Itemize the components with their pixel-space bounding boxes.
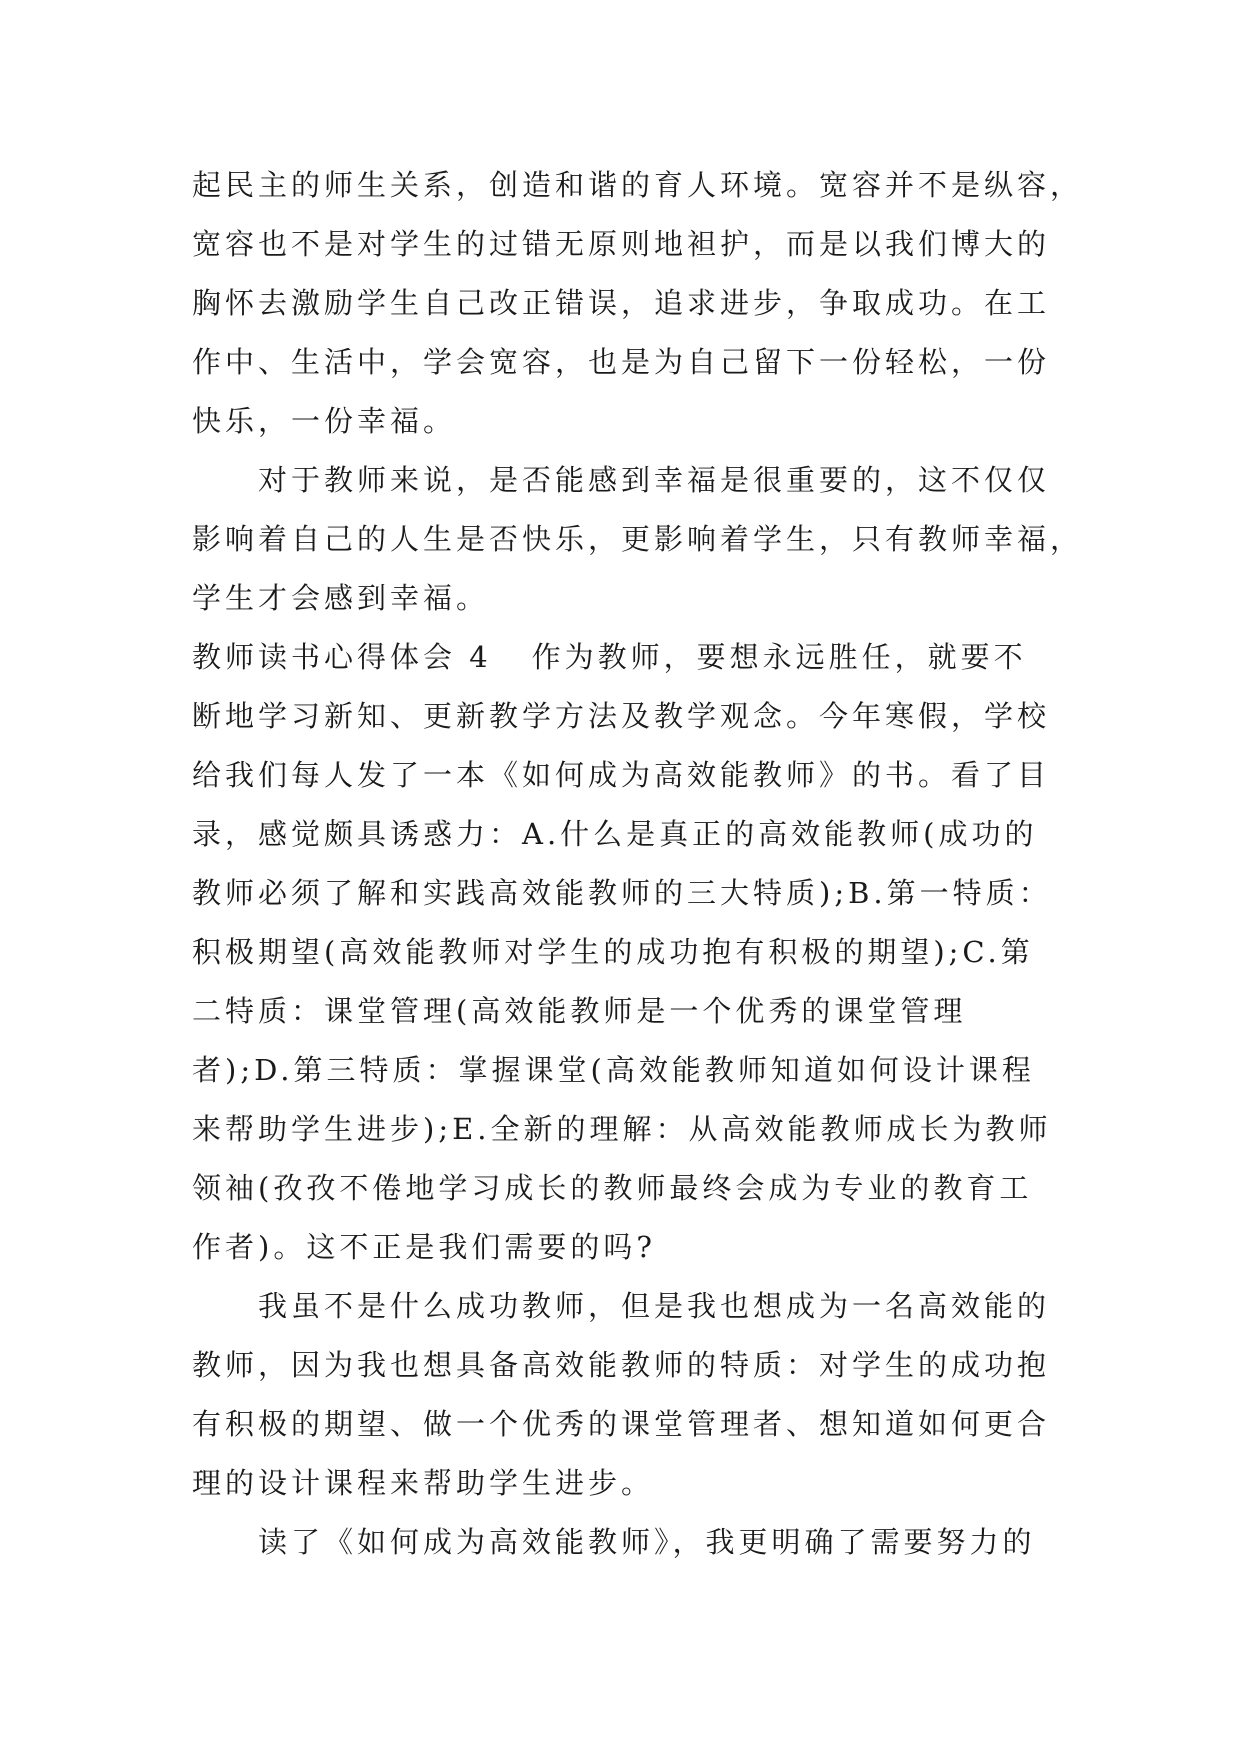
text-line: 录，感觉颇具诱惑力：A.什么是真正的高效能教师(成功的 xyxy=(192,817,1038,851)
text-line: 教师必须了解和实践高效能教师的三大特质);B.第一特质： xyxy=(192,876,1052,910)
text-line: 者);D.第三特质：掌握课堂(高效能教师知道如何设计课程 xyxy=(192,1053,1035,1087)
section-heading: 教师读书心得体会 4 xyxy=(192,640,492,674)
text-line: 断地学习新知、更新教学方法及教学观念。今年寒假，学校 xyxy=(192,699,1051,733)
text-line: 教师，因为我也想具备高效能教师的特质：对学生的成功抱 xyxy=(192,1348,1051,1382)
text-line: 作中、生活中，学会宽容，也是为自己留下一份轻松，一份 xyxy=(192,345,1051,379)
text-line: 领袖(孜孜不倦地学习成长的教师最终会成为专业的教育工 xyxy=(192,1171,1033,1205)
text-line: 快乐，一份幸福。 xyxy=(192,404,457,438)
text-line: 有积极的期望、做一个优秀的课堂管理者、想知道如何更合 xyxy=(192,1407,1051,1441)
text-line: 给我们每人发了一本《如何成为高效能教师》的书。看了目 xyxy=(192,758,1051,792)
text-line: 理的设计课程来帮助学生进步。 xyxy=(192,1466,655,1500)
text-line: 作者)。这不正是我们需要的吗? xyxy=(192,1230,656,1264)
text-line: 读了《如何成为高效能教师》，我更明确了需要努力的 xyxy=(258,1525,1036,1559)
text-line: 我虽不是什么成功教师，但是我也想成为一名高效能的 xyxy=(258,1289,1051,1323)
heading-line xyxy=(192,628,1052,687)
text-line: 二特质：课堂管理(高效能教师是一个优秀的课堂管理 xyxy=(192,994,967,1028)
body-text xyxy=(192,156,1084,1572)
text-line: 影响着自己的人生是否快乐，更影响着学生，只有教师幸福， xyxy=(192,522,1084,556)
text-line: 作为教师，要想永远胜任，就要不 xyxy=(531,640,1027,674)
text-line: 胸怀去激励学生自己改正错误，追求进步，争取成功。在工 xyxy=(192,286,1051,320)
text-line: 积极期望(高效能教师对学生的成功抱有积极的期望);C.第 xyxy=(192,935,1034,969)
text-line: 宽容也不是对学生的过错无原则地袒护，而是以我们博大的 xyxy=(192,227,1051,261)
text-line: 起民主的师生关系，创造和谐的育人环境。宽容并不是纵容， xyxy=(192,168,1084,202)
text-line: 对于教师来说，是否能感到幸福是很重要的，这不仅仅 xyxy=(258,463,1051,497)
text-line: 学生才会感到幸福。 xyxy=(192,581,490,615)
text-line: 来帮助学生进步);E.全新的理解：从高效能教师成长为教师 xyxy=(192,1112,1052,1146)
